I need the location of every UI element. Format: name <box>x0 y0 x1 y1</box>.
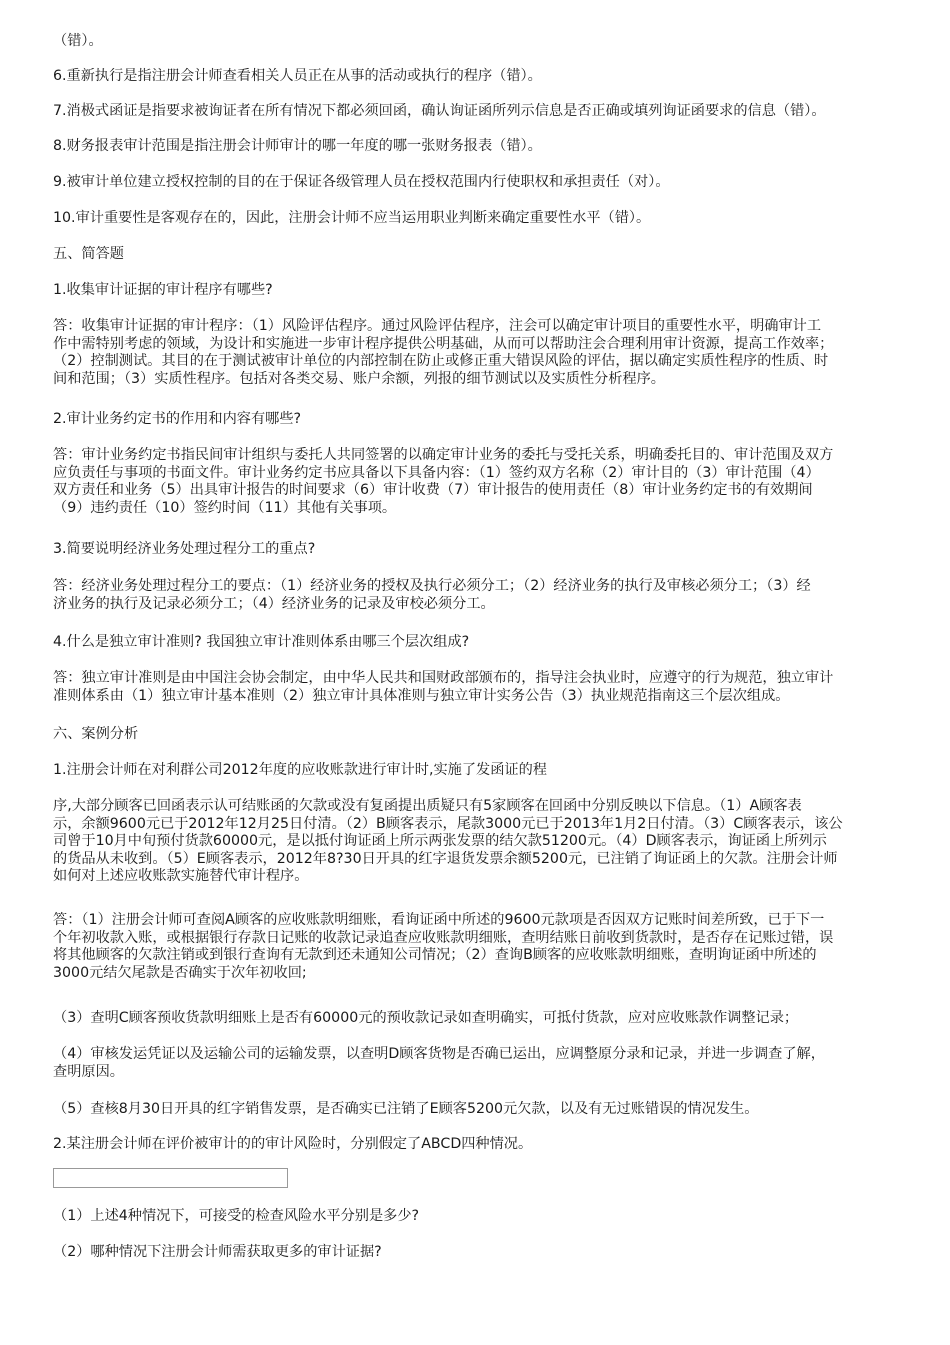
true-false-item-7: 7.消极式函证是指要求被询证者在所有情况下都必须回函，确认询证函所列示信息是否正确或填列询证函要求的信息（错）。 <box>53 103 826 119</box>
paragraph-continuation: （错）。 <box>53 33 103 49</box>
section-heading-short-answer: 五、简答题 <box>53 246 124 262</box>
case-1-answer-part-5: （5）查核8月30日开具的红字销售发票，是否确实已注销了E顾客5200元欠款，以及有无过账错误的情况发生。 <box>53 1101 759 1117</box>
question-4: 4.什么是独立审计准则? 我国独立审计准则体系由哪三个层次组成? <box>53 634 470 650</box>
case-1-answer-part-4: （4）审核发运凭证以及运输公司的运输发票，以查明D顾客货物是否确已运出，应调整原分录和记录，并进一步调查了解， 查明原因。 <box>53 1046 825 1080</box>
missing-table-placeholder <box>53 1168 288 1188</box>
answer-3: 答：经济业务处理过程分工的要点：（1）经济业务的授权及执行必须分工；（2）经济业务的执行及审核必须分工；（3）经 济业务的执行及记录必须分工；（4）经济业务的记录及审校必须分工。 <box>53 578 811 612</box>
case-1-description: 序,大部分顾客已回函表示认可结账函的欠款或没有复函提出质疑只有5家顾客在回函中分别反映以下信息。（1）A顾客表 示，余额9600元已于2012年12月25日付清。（2）B顾客表示，尾款3000元已于2013年1月2日付清。（3）C顾客表示，该公 司曾于10月中旬预付货款60000元，是以抵付询证函上所示两张发票的结欠款51200元。（4）D顾客表示，询证函上所列示 的货品从未收到。（5）E顾客表示，2012年8?30日开具的红字退货发票余额5200元，已注销了询证函上的欠款。注册会计师 如何对上述应收账款实施替代审计程序。 <box>53 798 843 884</box>
true-false-item-6: 6.重新执行是指注册会计师查看相关人员正在从事的活动或执行的程序（错）。 <box>53 68 542 84</box>
true-false-item-8: 8.财务报表审计范围是指注册会计师审计的哪一年度的哪一张财务报表（错）。 <box>53 138 542 154</box>
section-heading-case-analysis: 六、案例分析 <box>53 726 139 742</box>
case-1-answer-part-3: （3）查明C顾客预收货款明细账上是否有60000元的预收款记录如查明确实，可抵付货款，应对应收账款作调整记录； <box>53 1010 799 1026</box>
case-2-title: 2.某注册会计师在评价被审计的的审计风险时，分别假定了ABCD四种情况。 <box>53 1136 533 1152</box>
case-1-answer: 答：（1）注册会计师可查阅A顾客的应收账款明细账，看询证函中所述的9600元款项是否因双方记账时间差所致，已于下一 个年初收款入账，或根据银行存款日记账的收款记录追查应收账款明细账，查明结账日前收到货款时，是否存在记账过错，误 将其他顾客的欠款注销或到银行查询有无款到还未通知公司情况；（2）查询B顾客的应收账款明细账，查明询证函中所述的 3000元结欠尾款是否确实于次年初收回; <box>53 912 834 981</box>
true-false-item-10: 10.审计重要性是客观存在的，因此，注册会计师不应当运用职业判断来确定重要性水平（错）。 <box>53 210 651 226</box>
true-false-item-9: 9.被审计单位建立授权控制的目的在于保证各级管理人员在授权范围内行使职权和承担责任（对）。 <box>53 174 670 190</box>
answer-4: 答：独立审计准则是由中国注会协会制定，由中华人民共和国财政部颁布的，指导注会执业时，应遵守的行为规范，独立审计 准则体系由（1）独立审计基本准则（2）独立审计具体准则与独立审计实务公告（3）执业规范指南这三个层次组成。 <box>53 670 834 704</box>
case-1-title: 1.注册会计师在对利群公司2012年度的应收账款进行审计时,实施了发函证的程 <box>53 762 547 778</box>
question-2: 2.审计业务约定书的作用和内容有哪些? <box>53 411 302 427</box>
case-2-question-2: （2）哪种情况下注册会计师需获取更多的审计证据? <box>53 1244 382 1260</box>
question-3: 3.简要说明经济业务处理过程分工的重点? <box>53 541 316 557</box>
case-2-question-1: （1）上述4种情况下，可接受的检查风险水平分别是多少? <box>53 1208 420 1224</box>
answer-2: 答：审计业务约定书指民间审计组织与委托人共同签署的以确定审计业务的委托与受托关系，明确委托目的、审计范围及双方 应负责任与事项的书面文件。审计业务约定书应具备以下具备内容：（1）签约双方名称（2）审计目的（3）审计范围（4） 双方责任和业务（5）出具审计报告的时间要求（6）审计收费（7）审计报告的使用责任（8）审计业务约定书的有效期间 （9）违约责任（10）签约时间（11）其他有关事项。 <box>53 447 834 516</box>
question-1: 1.收集审计证据的审计程序有哪些? <box>53 282 273 298</box>
answer-1: 答：收集审计证据的审计程序：（1）风险评估程序。通过风险评估程序，注会可以确定审计项目的重要性水平，明确审计工 作中需特别考虑的领域，为设计和实施进一步审计程序提供公明基础，从而可以帮助注会合理利用审计资源，提高工作效率； （2）控制测试。其目的在于测试被审计单位的内部控制在防止或修正重大错误风险的评估，据以确定实质性程序的性质、时 间和范围；（3）实质性程序。包括对各类交易、账户余额，列报的细节测试以及实质性分析程序。 <box>53 318 834 387</box>
